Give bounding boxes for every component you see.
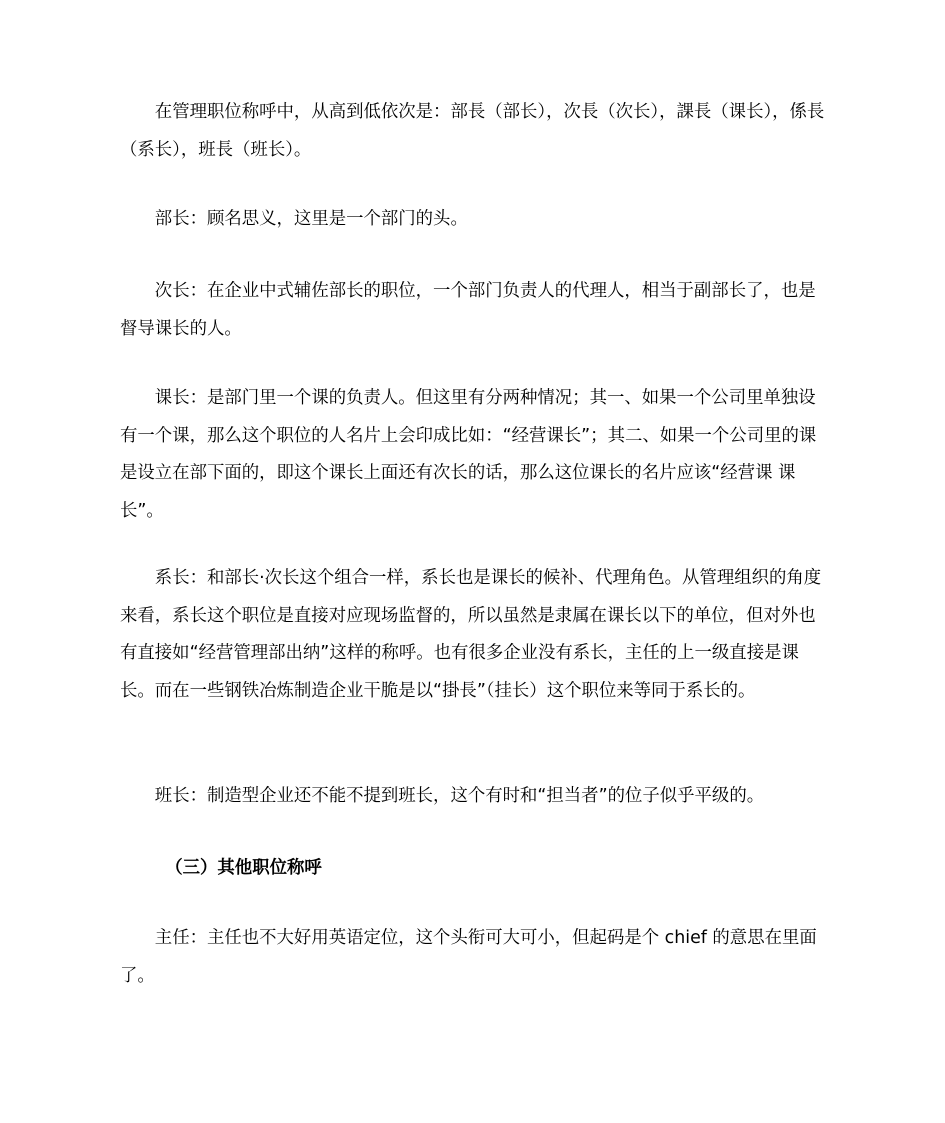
paragraph-shunin: 主任：主任也不大好用英语定位，这个头衔可大可小，但起码是个 chief 的意思在里面了。 [120,928,817,986]
section-heading-other-titles: （三）其他职位称呼 [165,858,322,878]
paragraph-jichou: 次长：在企业中式辅佐部长的职位，一个部门负责人的代理人，相当于副部长了，也是督导课长的人。 [120,281,816,339]
paragraph-hanchou: 班长：制造型企业还不能不提到班长，这个有时和“担当者”的位子似乎平级的。 [154,786,765,806]
paragraph-rank-order: 在管理职位称呼中，从高到低依次是：部長（部长），次長（次长），課長（课长），係長（系长），班長（班长）。 [120,102,825,160]
paragraph-buchou: 部长：顾名思义，这里是一个部门的头。 [154,209,468,229]
paragraph-kachou: 课长：是部门里一个课的负责人。但这里有分两种情况；其一、如果一个公司里单独设有一个课，那么这个职位的人名片上会印成比如：“经营课长”；其二、如果一个公司里的课是设立在部下面的，即这个课长上面还有次长的话，那么这位课长的名片应该“经营课 课长”。 [120,388,817,521]
paragraph-kakarichou: 系长：和部长·次长这个组合一样，系长也是课长的候补、代理角色。从管理组织的角度来看，系长这个职位是直接对应现场监督的，所以虽然是隶属在课长以下的单位，但对外也有直接如“经营管理部出纳”这样的称呼。也有很多企业没有系长，主任的上一级直接是课长。而在一些钢铁冶炼制造企业干脆是以“掛長”（挂长）这个职位来等同于系长的。 [120,568,822,701]
